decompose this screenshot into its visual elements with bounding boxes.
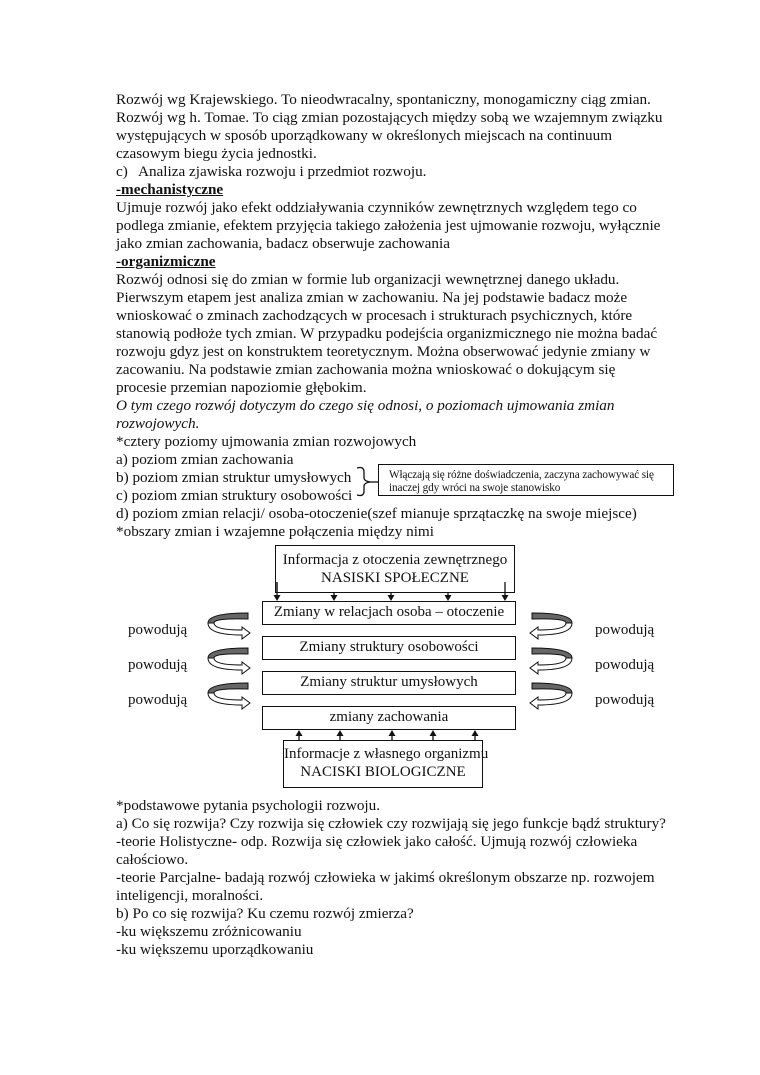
level-box-label: Zmiany w relacjach osoba – otoczenie (273, 604, 505, 620)
text-line: Pierwszym etapem jest analiza zmian w zachowaniu. Na jej podstawie badacz może (116, 289, 628, 306)
text-line: Rozwój wg h. Tomae. To ciąg zmian pozostających między sobą we wzajemnym związku (116, 109, 663, 126)
text-line: procesie przemian napoziomie głębokim. (116, 379, 367, 396)
questions-title: *podstawowe pytania psychologii rozwoju. (116, 797, 381, 814)
text-line: -teorie Parcjalne- badają rozwój człowieka w jakimś określonym obszarze np. rozwojem (116, 869, 655, 886)
text-line: -ku większemu zróżnicowaniu (116, 923, 302, 940)
callout-line: Włączają się różne doświadczenia, zaczyna zachowywać się (389, 469, 654, 481)
top-box-line: NASISKI SPOŁECZNE (321, 570, 469, 586)
text-line: Ujmuje rozwój jako efekt oddziaływania czynników zewnętrznych względem tego co (116, 199, 637, 216)
up-arrows (296, 730, 479, 740)
text-line: rozwoju gdyz jest on konstruktem teoretycznym. Można obserwować jedynie zmiany w (116, 343, 651, 360)
text-line: inteligencji, moralności. (116, 887, 264, 904)
label-left-causes: powodują (128, 692, 188, 708)
down-arrow-icon (445, 592, 452, 601)
up-arrow-icon (430, 730, 437, 740)
text-line: Rozwój odnosi się do zmian w formie lub organizacji wewnętrznej danego układu. (116, 271, 620, 288)
level-item: c) poziom zmian struktury osobowości (116, 487, 353, 504)
italic-line: O tym czego rozwój dotyczym do czego się odnosi, o poziomach ujmowania zmian (116, 397, 615, 414)
up-arrow-icon (472, 730, 479, 740)
italic-line: rozwojowych. (116, 415, 200, 432)
label-left-causes: powodują (128, 622, 188, 638)
up-arrow-icon (337, 730, 344, 740)
text-line: czasowym biegu życia jednostki. (116, 145, 317, 162)
right-curved-arrows (530, 613, 572, 709)
level-item: a) poziom zmian zachowania (116, 451, 294, 468)
text-line: całościowo. (116, 851, 189, 868)
label-right-causes: powodują (595, 622, 655, 638)
text-line: a) Co się rozwija? Czy rozwija się człowiek czy rozwijają się jego funkcje bądź struktury? (116, 815, 666, 832)
level-box-label: Zmiany struktur umysłowych (300, 674, 478, 690)
list-marker: c) (116, 163, 128, 180)
curved-arrow-icon (530, 648, 572, 674)
callout-line: inaczej gdy wróci na swoje stanowisko (389, 482, 561, 494)
questions-section (116, 797, 686, 959)
text-line: jako zmian zachowania, badacz obserwuje zachowania (116, 235, 450, 252)
level-box-label: zmiany zachowania (329, 709, 449, 725)
section-c-text: Analiza zjawiska rozwoju i przedmiot rozwoju. (138, 163, 427, 180)
text-line: zacowaniu. Na podstawie zmian zachowania można wnioskować o dokującym się (116, 361, 616, 378)
organismic-heading: -organizmiczne (116, 253, 216, 270)
text-line: -teorie Holistyczne- odp. Rozwija się człowiek jako całość. Ujmują rozwój człowieka (116, 833, 638, 850)
text-line: występujących w sposób uporządkowany w określonych miejscach na continuum (116, 127, 613, 144)
text-line: stanowią podłoże tych zmian. W przypadku podejścia organizmicznego nie można badać (116, 325, 658, 342)
areas-title: *obszary zmian i wzajemne połączenia między nimi (116, 523, 434, 540)
left-curved-arrows (208, 613, 250, 709)
level-box-label: Zmiany struktury osobowości (299, 639, 479, 655)
text-line: podlega zmianie, efektem przyjęcia takiego założenia jest ujmowanie rozwoju, wyłącznie (116, 217, 661, 234)
down-arrow-icon (502, 582, 509, 601)
curved-arrow-icon (530, 613, 572, 639)
label-left-causes: powodują (128, 657, 188, 673)
curved-arrow-icon (208, 648, 250, 674)
curved-arrow-icon (208, 613, 250, 639)
label-right-causes: powodują (595, 657, 655, 673)
level-item: d) poziom zmian relacji/ osoba-otoczenie(szef mianuje sprzątaczkę na swoje miejsce) (116, 505, 637, 522)
top-box-line: Informacja z otoczenia zewnętrznego (282, 552, 508, 568)
down-arrow-icon (331, 592, 338, 601)
up-arrow-icon (296, 730, 303, 740)
bottom-box-line: Informacje z własnego organizmu (284, 746, 489, 762)
text-line: b) Po co się rozwija? Ku czemu rozwój zmierza? (116, 905, 414, 922)
curved-arrow-icon (530, 683, 572, 709)
text-line: Rozwój wg Krajewskiego. To nieodwracalny, spontaniczny, monogamiczny ciąg zmian. (116, 91, 651, 108)
label-right-causes: powodują (595, 692, 655, 708)
up-arrow-icon (389, 730, 396, 740)
text-line: wnioskować o zminach zachodzących w procesach i strukturach psychicznych, które (116, 307, 633, 324)
bottom-box-line: NACISKI BIOLOGICZNE (300, 764, 466, 780)
levels-title: *cztery poziomy ujmowania zmian rozwojowych (116, 433, 417, 450)
level-item: b) poziom zmian struktur umysłowych (116, 469, 352, 486)
curved-arrow-icon (208, 683, 250, 709)
text-line: -ku większemu uporządkowaniu (116, 941, 314, 958)
down-arrow-icon (388, 592, 395, 601)
down-arrows (274, 582, 509, 601)
mechanistic-heading: -mechanistyczne (116, 181, 224, 198)
